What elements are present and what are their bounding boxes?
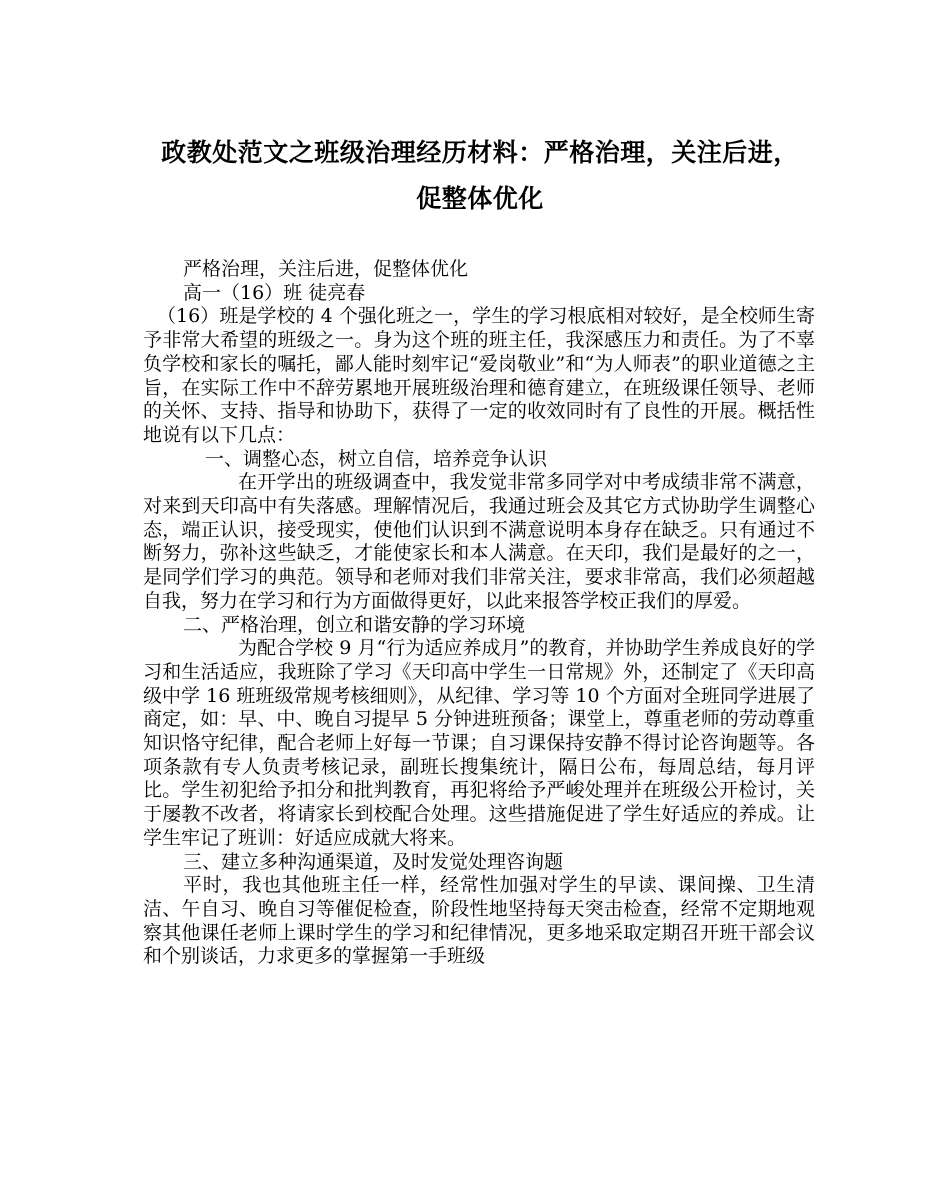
subtitle: 严格治理，关注后进，促整体优化 — [183, 258, 469, 280]
title-line-2: 促整体优化 — [416, 184, 544, 213]
section-paragraph-1: 在开学出的班级调查中，我发觉非常多同学对中考成绩非常不满意，对来到天印高中有失落感。理解情况后，我通过班会及其它方式协助学生调整心态，端正认识，接受现实，使他们认识到不满意说明本身存在缺乏。只有通过不断努力，弥补这些缺乏，才能使家长和本人满意。在天印，我们是最好的之一，是同学们学习的典范。领导和老师对我们非常关注，要求非常高，我们必须超越自我，努力在学习和行为方面做得更好，以此来报答学校正我们的厚爱。 — [143, 471, 815, 612]
intro-paragraph: （16）班是学校的 4 个强化班之一，学生的学习根底相对较好，是全校师生寄予非常大希望的班级之一。身为这个班的班主任，我深感压力和责任。为了不辜负学校和家长的嘱托，鄙人能时刻牢记“爱岗敬业”和“为人师表”的职业道德之主旨，在实际工作中不辞劳累地开展班级治理和德育建立，在班级课任领导、老师的关怀、支持、指导和协助下，获得了一定的收效同时有了良性的开展。概括性地说有以下几点： — [143, 305, 815, 446]
section-paragraph-2: 为配合学校 9 月“行为适应养成月”的教育，并协助学生养成良好的学习和生活适应，我班除了学习《天印高中学生一日常规》外，还制定了《天印高级中学 16 班班级常规考核细则》，从纪律、学习等 10 个方面对全班同学进展了商定，如：早、中、晚自习提早 5 分钟进班预备；课堂上，尊重老师的劳动尊重知识恪守纪律，配合老师上好每一节课；自习课保持安静不得讨论咨询题等。各项条款有专人负责考核记录，副班长搜集统计，隔日公布，每周总结，每月评比。学生初犯给予扣分和批判教育，再犯将给予严峻处理并在班级公开检讨，关于屡教不改者，将请家长到校配合处理。这些措施促进了学生好适应的养成。让学生牢记了班训：好适应成就大将来。 — [143, 637, 815, 849]
document-title — [140, 130, 820, 222]
section-heading-3: 三、建立多种沟通渠道，及时发觉处理咨询题 — [183, 850, 564, 873]
section-paragraph-3: 平时，我也其他班主任一样，经常性加强对学生的早读、课间操、卫生清洁、午自习、晚自习等催促检查，阶段性地坚持每天突击检查，经常不定期地观察其他课任老师上课时学生的学习和纪律情况，更多地采取定期召开班干部会议和个别谈话，力求更多的掌握第一手班级 — [143, 874, 815, 968]
author-line: 高一（16）班 徒亮春 — [183, 281, 366, 304]
section-heading-2: 二、严格治理，创立和谐安静的学习环境 — [183, 613, 526, 636]
document-body — [143, 258, 815, 969]
title-line-1: 政教处范文之班级治理经历材料：严格治理，关注后进， — [161, 138, 799, 167]
section-heading-1: 一、调整心态，树立自信，培养竞争认识 — [205, 447, 548, 470]
